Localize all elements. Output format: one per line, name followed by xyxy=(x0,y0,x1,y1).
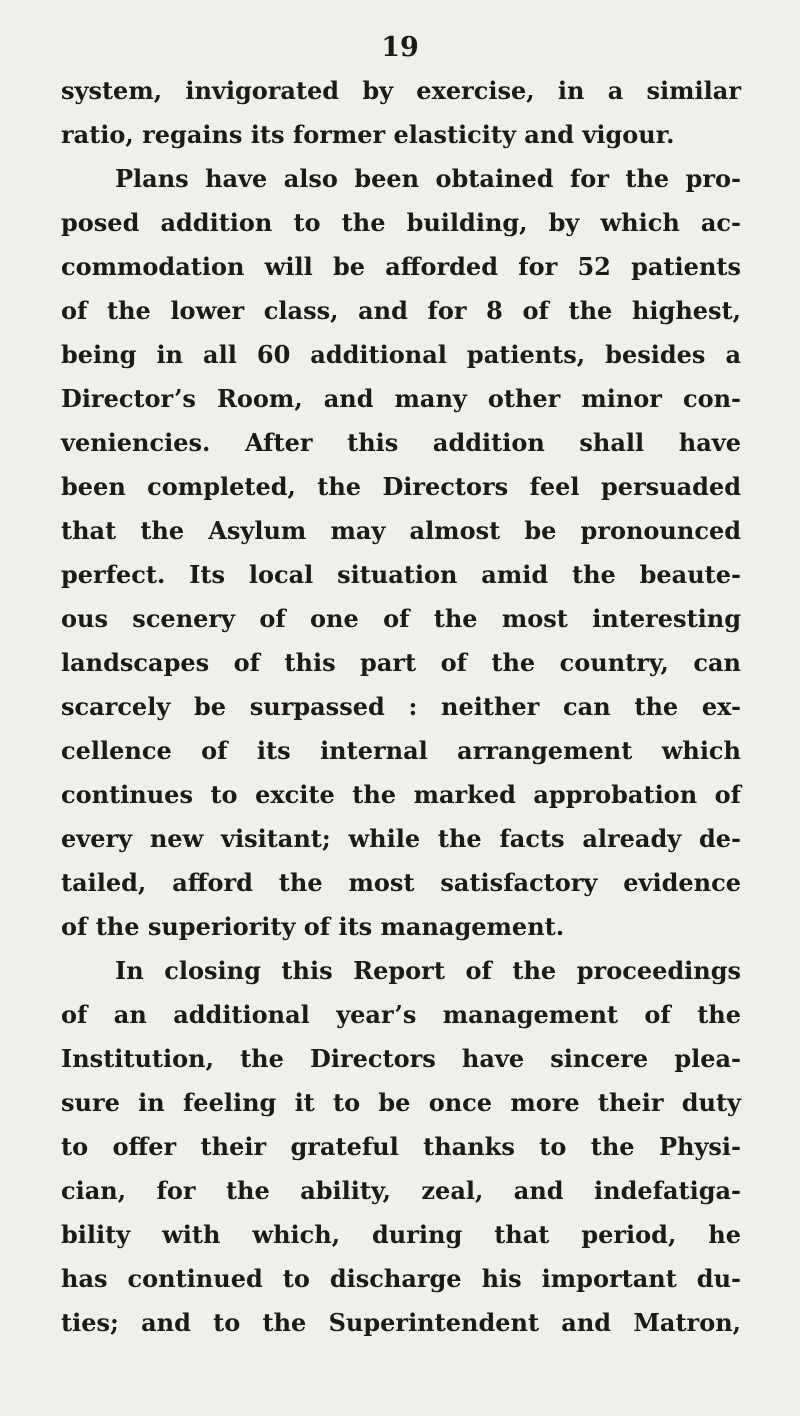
text-line: In closing this Report of the proceedings xyxy=(115,956,741,985)
text-line: sure in feeling it to be once more their duty xyxy=(61,1088,741,1117)
text-line: to offer their grateful thanks to the Physi- xyxy=(61,1132,741,1161)
text-line: of an additional year’s management of the xyxy=(61,1000,741,1029)
text-line: Plans have also been obtained for the pro- xyxy=(115,164,741,193)
page-number: 19 xyxy=(381,32,419,63)
text-line: scarcely be surpassed : neither can the ex- xyxy=(61,692,741,721)
text-line: Institution, the Directors have sincere plea- xyxy=(61,1044,741,1073)
text-line: being in all 60 additional patients, besides a xyxy=(61,340,741,369)
text-line: continues to excite the marked approbation of xyxy=(61,780,741,809)
text-line: ratio, regains its former elasticity and vigour. xyxy=(61,120,675,149)
text-line: that the Asylum may almost be pronounced xyxy=(61,516,741,545)
text-line: Director’s Room, and many other minor con- xyxy=(61,384,741,413)
text-line: been completed, the Directors feel persuaded xyxy=(61,472,741,501)
text-line: every new visitant; while the facts already de- xyxy=(61,824,741,853)
text-line: ties; and to the Superintendent and Matron, xyxy=(61,1308,741,1337)
text-line: cian, for the ability, zeal, and indefatiga- xyxy=(61,1176,741,1205)
text-line: perfect. Its local situation amid the beaute- xyxy=(61,560,741,589)
text-line: commodation will be afforded for 52 patients xyxy=(61,252,741,281)
text-line: ous scenery of one of the most interesting xyxy=(61,604,741,633)
text-line: has continued to discharge his important du- xyxy=(61,1264,741,1293)
text-line: system, invigorated by exercise, in a similar xyxy=(61,76,741,105)
text-line: veniencies. After this addition shall have xyxy=(61,428,741,457)
text-line: bility with which, during that period, he xyxy=(61,1220,741,1249)
text-line: cellence of its internal arrangement which xyxy=(61,736,741,765)
text-line: landscapes of this part of the country, can xyxy=(61,648,741,677)
text-line: posed addition to the building, by which ac- xyxy=(61,208,741,237)
text-line: of the superiority of its management. xyxy=(61,912,565,941)
text-line: tailed, afford the most satisfactory evidence xyxy=(61,868,741,897)
body-text xyxy=(61,69,741,1345)
text-line: of the lower class, and for 8 of the highest, xyxy=(61,296,741,325)
